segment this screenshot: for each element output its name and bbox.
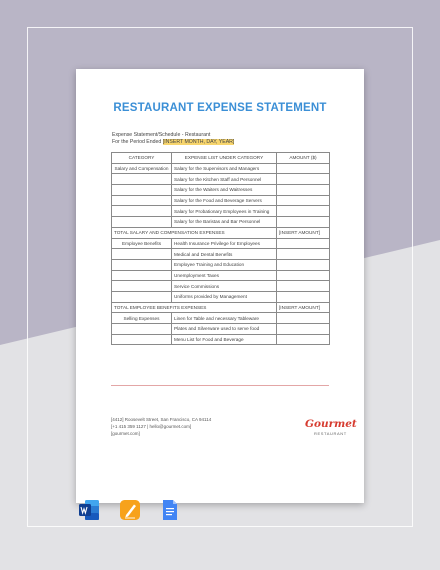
amount-cell [277,334,330,345]
expense-item-cell: Salary for the Supervisors and Managers [172,163,277,174]
expense-item-cell: Service Commissions [172,281,277,292]
gourmet-logo: Gourmet [305,418,357,430]
table-row [112,217,330,228]
category-cell [112,291,172,302]
expense-item-cell: Health Insurance Privilege for Employees [172,238,277,249]
table-header-row [112,153,330,164]
expense-item-cell: Salary for the Food and Beverage Servers [172,195,277,206]
amount-cell [277,281,330,292]
period-label: For the Period Ended [112,139,162,145]
amount-cell [277,163,330,174]
table-row [112,334,330,345]
category-cell [112,281,172,292]
expense-item-cell: Employee Training and Education [172,259,277,270]
word-icon[interactable] [78,499,100,521]
google-docs-icon[interactable] [159,499,181,521]
category-cell: Salary and Compensation [112,163,172,174]
expense-item-cell: Uniforms provided by Management [172,291,277,302]
category-cell: Selling Expenses [112,313,172,324]
table-total-row [112,302,330,313]
expense-table [111,152,330,345]
expense-item-cell: Salary for Probationary Employees in Training [172,206,277,217]
table-row [112,324,330,335]
amount-cell [277,206,330,217]
total-label: TOTAL EMPLOYEE BENEFITS EXPENSES [112,302,277,313]
category-cell [112,185,172,196]
amount-cell [277,259,330,270]
expense-item-cell: Salary for the Kitchen Staff and Personnel [172,174,277,185]
amount-cell [277,249,330,260]
category-cell [112,334,172,345]
table-body [112,163,330,345]
total-amount: [INSERT AMOUNT] [277,227,330,238]
amount-cell [277,195,330,206]
total-label: TOTAL SALARY AND COMPENSATION EXPENSES [112,227,277,238]
table-row [112,185,330,196]
category-cell [112,259,172,270]
table-row [112,313,330,324]
header-category: CATEGORY [112,153,172,164]
category-cell [112,324,172,335]
footer-contact: [+1 415 359 1127 | hello@gourmet.com] [111,424,192,429]
table-row [112,163,330,174]
table-row [112,291,330,302]
table-row [112,238,330,249]
footer-website: [gourmet.com] [111,431,140,436]
table-row [112,259,330,270]
amount-cell [277,238,330,249]
amount-cell [277,324,330,335]
expense-item-cell: Salary for the Waiters and Waitresses [172,185,277,196]
expense-item-cell: Plates and Silverware used to serve food [172,324,277,335]
logo-tagline: RESTAURANT [314,431,347,436]
expense-item-cell: Salary for the Baristas and Bar Personnel [172,217,277,228]
document-page [76,69,364,503]
category-cell [112,249,172,260]
amount-cell [277,174,330,185]
table-row [112,270,330,281]
footer-address: [4412] Roosevelt Street, San Francisco, CA 94114 [111,417,212,422]
total-amount: [INSERT AMOUNT] [277,302,330,313]
category-cell [112,206,172,217]
table-row [112,206,330,217]
amount-cell [277,313,330,324]
header-expense-list: EXPENSE LIST UNDER CATEGORY [172,153,277,164]
table-row [112,281,330,292]
expense-item-cell: Medical and Dental Benefits [172,249,277,260]
amount-cell [277,270,330,281]
amount-cell [277,185,330,196]
period-placeholder: [INSERT MONTH, DAY, YEAR] [162,139,235,145]
header-amount: AMOUNT ($) [277,153,330,164]
amount-cell [277,217,330,228]
amount-cell [277,291,330,302]
category-cell [112,174,172,185]
table-row [112,249,330,260]
expense-item-cell: Menu List for Food and Beverage [172,334,277,345]
category-cell [112,195,172,206]
table-total-row [112,227,330,238]
category-cell [112,217,172,228]
category-cell: Employee Benefits [112,238,172,249]
document-subtitle: Expense Statement/Schedule - Restaurant [112,132,211,138]
table-row [112,174,330,185]
category-cell [112,270,172,281]
expense-item-cell: Linen for Table and necessary Tableware [172,313,277,324]
document-title: RESTAURANT EXPENSE STATEMENT [113,102,327,114]
expense-item-cell: Unemployment Taxes [172,270,277,281]
table-row [112,195,330,206]
pages-icon[interactable] [119,499,141,521]
footer-divider [111,385,329,386]
period-line [112,139,234,145]
